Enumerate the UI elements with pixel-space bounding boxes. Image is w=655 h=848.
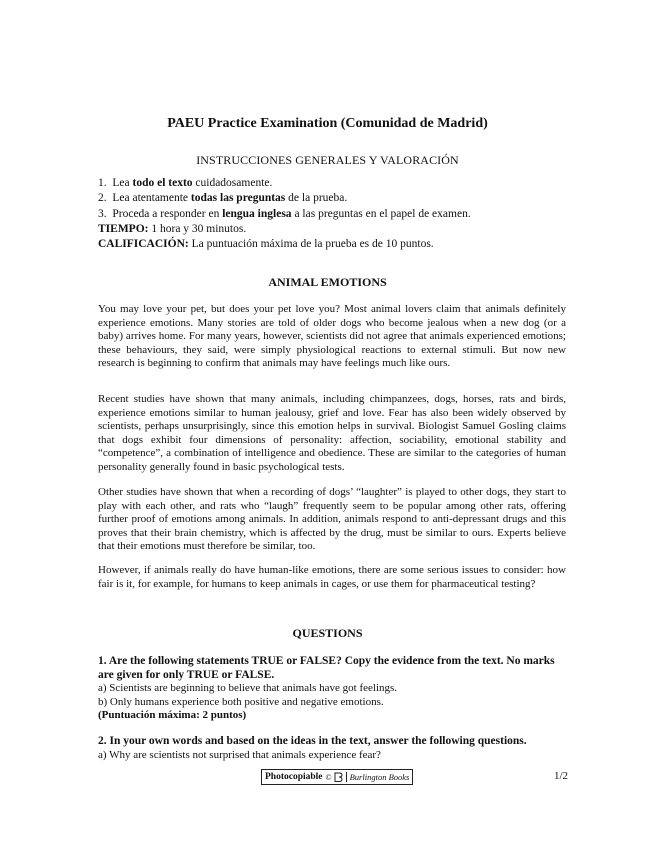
- instruction-text: a las preguntas en el papel de examen.: [291, 207, 471, 220]
- instruction-number: 3.: [98, 207, 107, 220]
- page-footer: [0, 769, 655, 785]
- photocopiable-badge: [261, 769, 413, 785]
- instruction-item: [98, 207, 568, 222]
- question-1-item-b: b) Only humans experience both positive and negative emotions.: [98, 695, 384, 708]
- instructions-heading: INSTRUCCIONES GENERALES Y VALORACIÓN: [196, 153, 459, 167]
- instruction-text: Proceda a responder en: [112, 207, 223, 220]
- article-paragraph: Other studies have shown that when a recording of dogs’ “laughter” is played to other dogs, they start to play with each other, and rats who “laugh” frequently seem to be popular among other rats, offering further proof of emotions among animals. In addition, animals respond to anti-depressant drugs and this proves that their brain chemistry, which is affected by the drug, must be similar to ours. Experts believe that their emotions must therefore be similar, too.: [98, 486, 566, 553]
- publisher-name: Burlington Books: [346, 772, 410, 782]
- instruction-text: cuidadosamente.: [192, 177, 273, 189]
- question-2: [98, 735, 568, 762]
- tiempo-label: TIEMPO:: [98, 222, 149, 235]
- instruction-number: 1.: [98, 177, 107, 189]
- calificacion-line: [98, 237, 568, 252]
- question-2-item-a: a) Why are scientists not surprised that animals experience fear?: [98, 748, 381, 761]
- question-2-heading: 2. In your own words and based on the ideas in the text, answer the following questions.: [98, 735, 527, 747]
- question-1-item-a: a) Scientists are beginning to believe that animals have got feelings.: [98, 682, 398, 695]
- question-1: [98, 655, 568, 723]
- article-paragraph: You may love your pet, but does your pet love you? Most animal lovers claim that animals definitely experience emotions. Many stories are told of older dogs who become jealous when a new dog (or a baby) arrives home. For many years, however, scientists did not agree that animals experienced emotions; these behaviours, they said, were simply physiological reactions to external stimuli. But now new research is beginning to confirm that animals may have feelings much like ours.: [98, 303, 566, 370]
- instructions-list: [98, 176, 568, 252]
- tiempo-line: [98, 222, 568, 237]
- question-1-heading: 1. Are the following statements TRUE or FALSE? Copy the evidence from the text. No marks are given for only TRUE or FALSE.: [98, 655, 555, 681]
- question-1-score: (Puntuación máxima: 2 puntos): [98, 709, 247, 722]
- publisher-logo-icon: [334, 772, 343, 782]
- instruction-text: Lea: [112, 177, 133, 189]
- article-heading: ANIMAL EMOTIONS: [268, 275, 387, 289]
- instruction-text: Lea atentamente: [112, 192, 191, 205]
- instruction-item: [98, 176, 568, 191]
- instruction-text: de la prueba.: [285, 192, 348, 205]
- instruction-number: 2.: [98, 192, 107, 205]
- calificacion-value: La puntuación máxima de la prueba es de 10 puntos.: [188, 238, 434, 251]
- article-paragraph: Recent studies have shown that many animals, including chimpanzees, dogs, horses, rats and birds, experience emotions similar to human jealousy, grief and love. Fear has also been widely observed by scientists, perhaps unsurprisingly, since this emotion helps in survival. Biologist Samuel Gosling claims that dogs exhibit four dimensions of personality: affection, sociability, emotional stability and “competence”, a combination of intelligence and obedience. These are similar to the categories of human personality generally found in basic psychological tests.: [98, 393, 566, 473]
- calificacion-label: CALIFICACIÓN:: [98, 238, 189, 251]
- instruction-bold-text: lengua inglesa: [222, 207, 292, 220]
- instruction-item: [98, 191, 568, 206]
- photocopiable-label: Photocopiable: [265, 772, 323, 782]
- tiempo-value: 1 hora y 30 minutos.: [148, 222, 247, 235]
- instruction-bold-text: todas las preguntas: [190, 192, 286, 205]
- article-paragraph: However, if animals really do have human-like emotions, there are some serious issues to consider: how fair is it, for example, for humans to keep animals in cages, or use them for pharmaceutical testing?: [98, 564, 566, 590]
- copyright-icon: ©: [325, 772, 332, 782]
- instruction-bold-text: todo el texto: [132, 177, 193, 189]
- page-number: 1/2: [554, 770, 569, 782]
- page-title: PAEU Practice Examination (Comunidad de Madrid): [167, 116, 488, 131]
- questions-heading: QUESTIONS: [292, 626, 363, 640]
